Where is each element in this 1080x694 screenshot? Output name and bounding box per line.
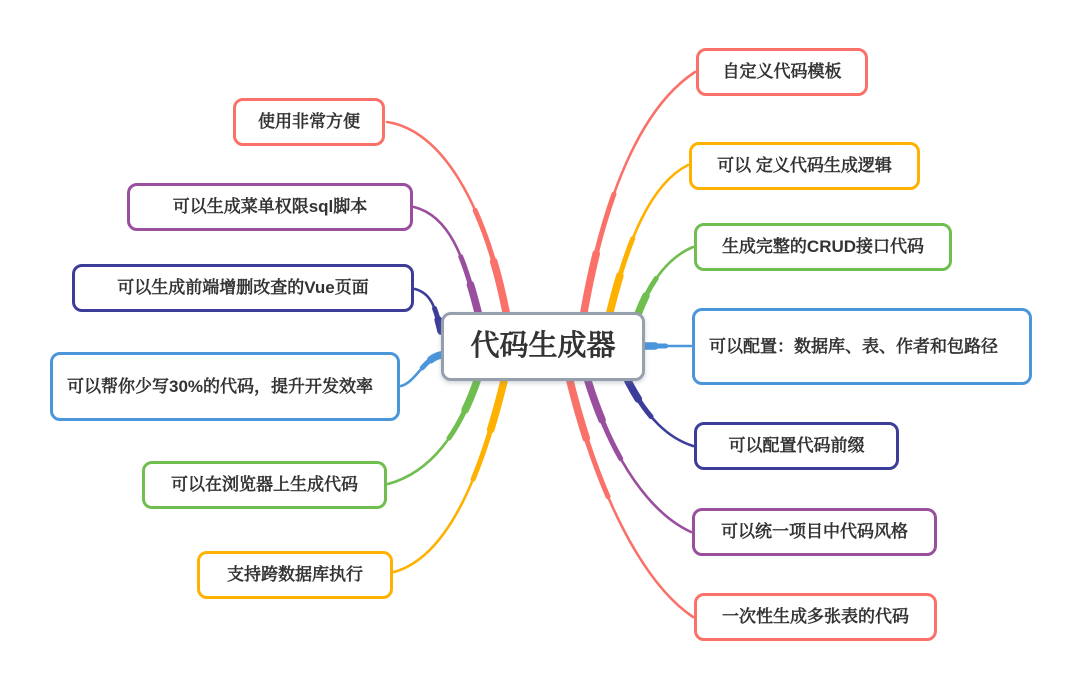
connector-right-6	[570, 381, 693, 617]
leaf-label: 可以配置代码前缀	[728, 436, 865, 455]
leaf-label: 可以在浏览器上生成代码	[171, 475, 358, 494]
node-right-code-prefix[interactable]	[694, 422, 899, 470]
connector-right-6	[570, 381, 693, 617]
leaf-label: 可以生成菜单权限sql脚本	[172, 197, 368, 216]
connector-right-0	[584, 72, 695, 312]
leaf-label: 可以帮你少写30%的代码，提升开发效率	[67, 376, 374, 396]
node-left-vue-pages[interactable]	[72, 264, 414, 312]
node-right-unified-style[interactable]	[692, 508, 937, 556]
node-right-configurable[interactable]	[692, 308, 1032, 385]
connector-left-5	[394, 381, 504, 572]
node-right-generation-logic[interactable]	[689, 142, 920, 190]
leaf-label: 可以统一项目中代码风格	[721, 522, 908, 541]
connector-right-0	[584, 72, 695, 312]
leaf-label: 支持跨数据库执行	[227, 565, 363, 584]
leaf-label: 一次性生成多张表的代码	[722, 607, 909, 626]
node-left-browser-generate[interactable]	[142, 461, 387, 509]
connector-left-1	[414, 207, 478, 312]
node-right-multi-table[interactable]	[694, 593, 937, 641]
connector-right-4	[628, 381, 693, 446]
node-left-easy-to-use[interactable]	[233, 98, 385, 146]
connector-right-4	[628, 381, 693, 446]
connector-left-4	[388, 381, 477, 484]
leaf-label: 自定义代码模板	[722, 62, 842, 81]
connector-left-5	[394, 381, 504, 572]
connector-left-5	[394, 381, 504, 572]
connector-right-2	[638, 247, 693, 314]
leaf-label: 可以配置：数据库、表、作者和包路径	[709, 336, 998, 356]
node-right-custom-template[interactable]	[696, 48, 868, 96]
node-left-cross-database[interactable]	[197, 551, 393, 599]
connector-left-4	[388, 381, 477, 484]
connector-left-1	[414, 207, 478, 312]
connector-right-6	[570, 381, 693, 617]
node-right-crud-api[interactable]	[694, 223, 952, 271]
leaf-label: 可以生成前端增删改查的Vue页面	[117, 278, 369, 297]
connector-left-1	[414, 207, 478, 312]
node-left-less-code[interactable]	[50, 352, 400, 421]
leaf-label: 可以 定义代码生成逻辑	[717, 156, 892, 175]
connector-left-4	[388, 381, 477, 484]
node-center[interactable]	[441, 312, 645, 381]
leaf-label: 生成完整的CRUD接口代码	[721, 237, 925, 256]
center-label: 代码生成器	[470, 329, 616, 362]
node-left-menu-sql[interactable]	[127, 183, 413, 231]
leaf-label: 使用非常方便	[258, 112, 360, 131]
connector-right-4	[628, 381, 693, 446]
connector-right-0	[584, 72, 695, 312]
